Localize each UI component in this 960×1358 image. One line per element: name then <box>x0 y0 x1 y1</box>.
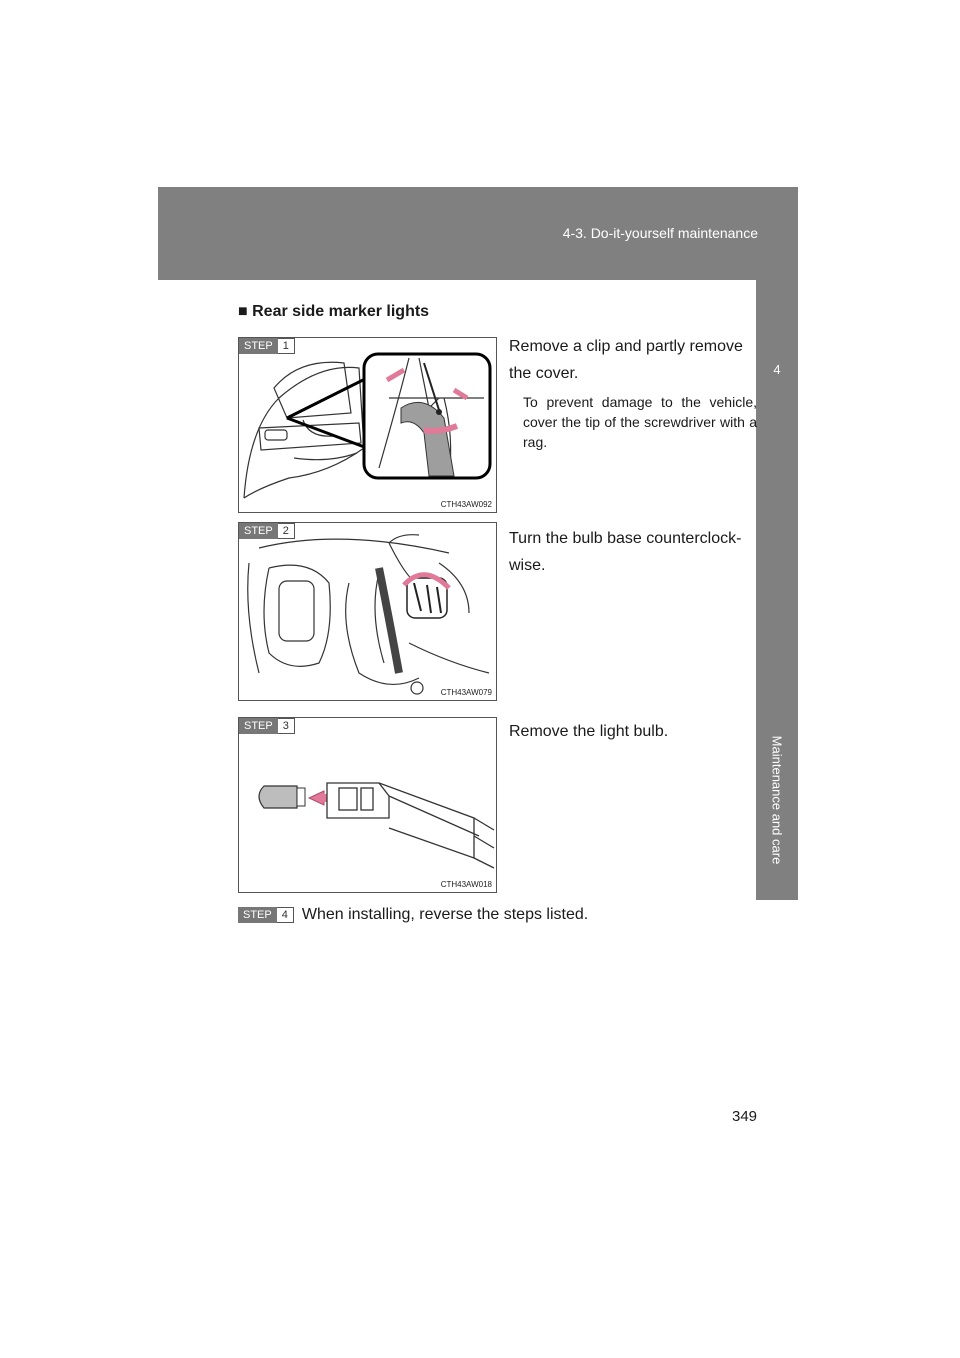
step1-note: To prevent damage to the vehicle, cover the tip of the screwdriver with a rag. <box>523 394 757 450</box>
step3-badge: STEP 3 <box>239 718 295 734</box>
figure-code: CTH43AW092 <box>440 500 492 509</box>
step1-figure <box>238 337 497 513</box>
step2-badge: STEP 2 <box>239 523 295 539</box>
step3-figure <box>238 717 497 893</box>
step3-text: Remove the light bulb. <box>509 723 669 740</box>
step4-badge: STEP 4 <box>238 907 294 923</box>
chapter-label: Maintenance and care <box>769 735 785 865</box>
side-tab <box>756 280 798 900</box>
header-band <box>158 187 798 280</box>
step2-text: Turn the bulb base counterclock- wise. <box>509 530 742 574</box>
chapter-number: 4 <box>773 362 781 377</box>
section-title: 4-3. Do-it-yourself maintenance <box>562 225 758 241</box>
light-bulb-illustration <box>239 718 496 892</box>
step1-badge: STEP 1 <box>239 338 295 354</box>
bulb-base-illustration <box>239 523 496 700</box>
figure-code: CTH43AW018 <box>440 880 492 889</box>
rear-clip-illustration <box>239 338 496 512</box>
step2-figure <box>238 522 497 701</box>
step4-text: When installing, reverse the steps listed. <box>301 906 589 923</box>
subheading: ■ Rear side marker lights <box>238 303 430 320</box>
step4-row <box>238 906 588 924</box>
page-number: 349 <box>732 1108 758 1125</box>
figure-code: CTH43AW079 <box>440 688 492 697</box>
step1-text: Remove a clip and partly remove the cover. <box>509 338 743 382</box>
